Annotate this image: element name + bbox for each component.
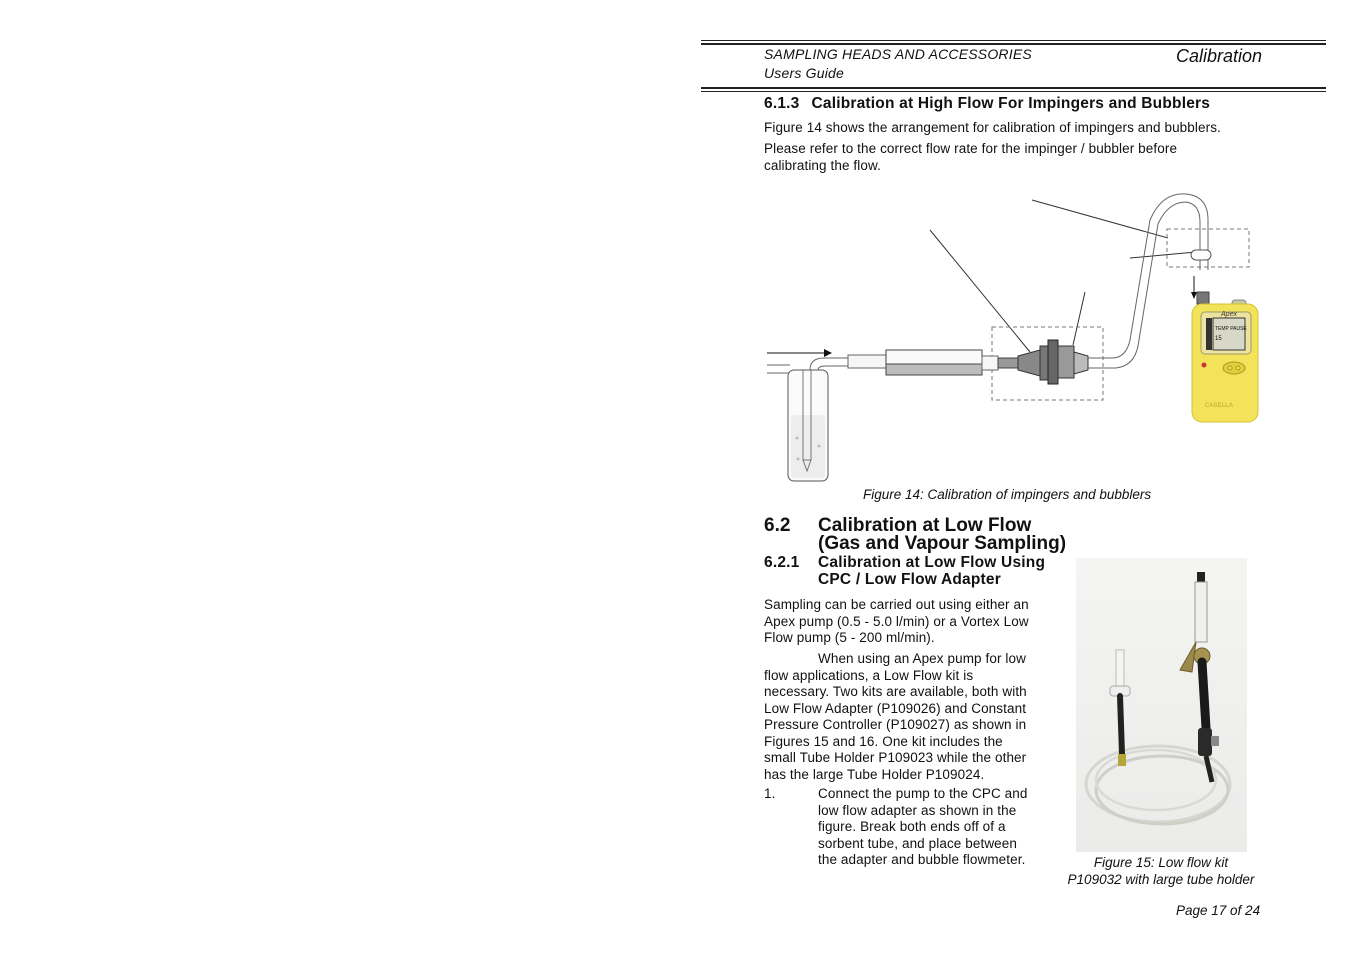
cpc-body: [1048, 340, 1058, 384]
figure-14-caption: Figure 14: Calibration of impingers and bubblers: [863, 487, 1152, 502]
pump-brand-label: Apex: [1221, 311, 1237, 318]
apex-pump: [1192, 292, 1258, 422]
text-line: low flow adapter as shown in the: [818, 802, 1017, 818]
text-line: calibrating the flow.: [764, 157, 881, 173]
running-header: [764, 45, 1032, 83]
text-line: Low Flow Adapter (P109026) and Constant: [764, 700, 1027, 716]
heading-6-2: [764, 517, 1066, 553]
text-line: Flow pump (5 - 200 ml/min).: [764, 630, 935, 645]
tube-sleeve-left: [848, 355, 888, 368]
paragraph-low-flow-kit: [764, 651, 1027, 783]
text-line: sorbent tube, and place between: [818, 835, 1017, 851]
heading-title-line1: Calibration at Low Flow Using: [818, 554, 1046, 571]
heading-number: 6.2: [764, 515, 791, 536]
heading-number: 6.1.3: [764, 95, 800, 112]
leader-line-connector: [930, 230, 1030, 352]
text-line: has the large Tube Holder P109024.: [764, 766, 985, 782]
tube-holder-clip: [1191, 250, 1211, 260]
flow-arrow-head: [824, 349, 832, 357]
low-flow-kit-illustration: [1076, 558, 1247, 852]
heading-title-line2: CPC / Low Flow Adapter: [818, 570, 1001, 588]
pump-display-value: 15: [1215, 336, 1222, 342]
doc-subtitle: Users Guide: [764, 65, 845, 81]
cpc-connector-stem: [998, 358, 1018, 368]
header-rule-bottom-thin: [701, 91, 1326, 92]
text-line: flow applications, a Low Flow kit is: [764, 667, 974, 683]
text-line: When using an Apex pump for low: [818, 651, 1026, 666]
pump-maker-label: CASELLA: [1204, 403, 1234, 409]
paragraph-flow-rate: [764, 141, 1177, 174]
text-line: Apex pump (0.5 - 5.0 l/min) or a Vortex Low: [764, 613, 1029, 629]
text-line: figure. Break both ends off of a: [818, 819, 1006, 834]
header-rule-bottom-thick: [701, 87, 1326, 89]
text-line: the adapter and bubble flowmeter.: [818, 852, 1026, 867]
caption-line: Figure 15: Low flow kit: [1093, 855, 1229, 870]
caption-line: P109032 with large tube holder: [1067, 871, 1255, 887]
heading-title: Calibration at High Flow For Impingers and Bubblers: [811, 95, 1211, 112]
figure-14-diagram: [740, 180, 1300, 490]
step-1-number: 1.: [764, 786, 776, 801]
leader-line-adapter: [1130, 252, 1196, 258]
text-line: Please refer to the correct flow rate for the impinger / bubbler before: [764, 141, 1178, 156]
doc-title: SAMPLING HEADS AND ACCESSORIES: [764, 46, 1032, 62]
figure-15-photo: [1076, 558, 1247, 852]
text-line: small Tube Holder P109023 while the other: [764, 750, 1027, 765]
text-line: necessary. Two kits are available, both with: [764, 684, 1027, 699]
heading-title-line1: Calibration at Low Flow: [818, 515, 1032, 536]
leader-line-cpc: [1073, 292, 1085, 345]
text-line: Sampling can be carried out using either an: [764, 597, 1029, 612]
text-line: Pressure Controller (P109027) as shown in: [764, 717, 1027, 732]
figure-15-caption: [1061, 855, 1261, 888]
step-1-text: [818, 786, 1027, 869]
heading-6-1-3: [764, 95, 1210, 113]
text-line: Figures 15 and 16. One kit includes the: [764, 733, 1003, 749]
header-rule-top-thin: [701, 40, 1326, 41]
heading-title-line2: (Gas and Vapour Sampling): [818, 533, 1067, 554]
pump-display: [1213, 318, 1245, 350]
text-line: Connect the pump to the CPC and: [818, 786, 1028, 801]
page-number: Page 17 of 24: [1176, 903, 1261, 918]
pump-power-led: [1202, 363, 1207, 368]
section-name: Calibration: [1176, 46, 1263, 66]
heading-number: 6.2.1: [764, 554, 800, 571]
pump-display-text: TEMP PAUSE: [1215, 326, 1247, 332]
paragraph-pump-options: [764, 597, 1029, 647]
heading-6-2-1: [764, 555, 1045, 588]
paragraph-fig14-intro: Figure 14 shows the arrangement for calibration of impingers and bubblers.: [764, 120, 1221, 135]
